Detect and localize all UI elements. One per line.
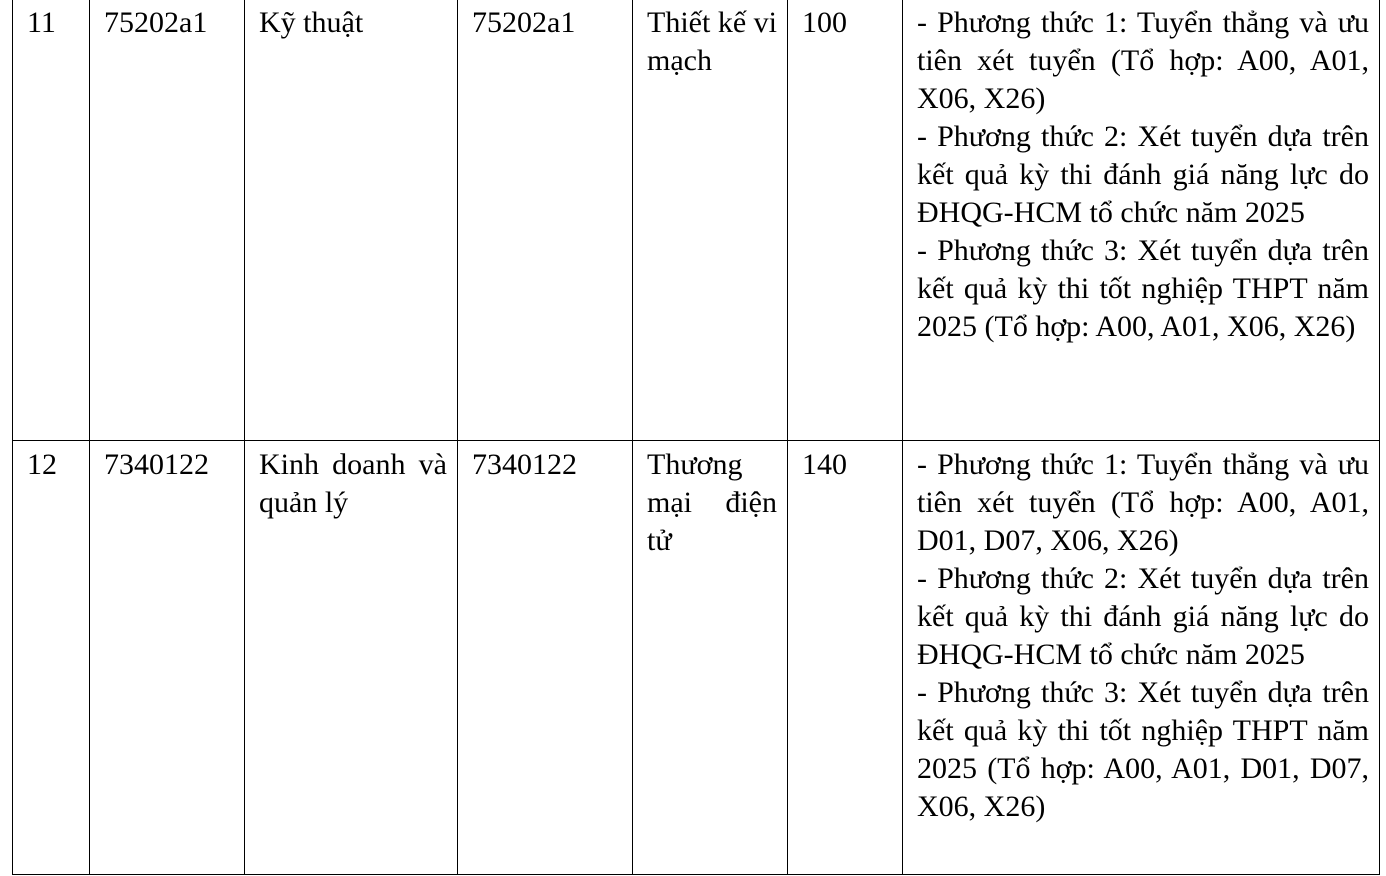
enrollment-quota: 140	[788, 441, 903, 875]
table-row	[13, 0, 1380, 441]
admission-method-3: - Phương thức 3: Xét tuyển dựa trên kết quả kỳ thi tốt nghiệp THPT năm 2025 (Tổ hợp: A00, A01, D01, D07, X06, X26)	[917, 676, 1369, 823]
row-number: 11	[13, 0, 90, 441]
field-code: 75202a1	[90, 0, 245, 441]
row-number: 12	[13, 441, 90, 875]
field-name: Kinh doanh và quản lý	[245, 441, 458, 875]
admissions-table	[12, 0, 1380, 875]
admission-method-2: - Phương thức 2: Xét tuyển dựa trên kết quả kỳ thi đánh giá năng lực do ĐHQG-HCM tổ chức năm 2025	[917, 562, 1369, 671]
major-code: 7340122	[458, 441, 633, 875]
major-name: Thương mại điện tử	[633, 441, 788, 875]
admission-method-1: - Phương thức 1: Tuyển thẳng và ưu tiên xét tuyển (Tổ hợp: A00, A01, X06, X26)	[917, 6, 1369, 115]
field-name: Kỹ thuật	[245, 0, 458, 441]
table-row	[13, 441, 1380, 875]
admission-method-3: - Phương thức 3: Xét tuyển dựa trên kết quả kỳ thi tốt nghiệp THPT năm 2025 (Tổ hợp: A00, A01, X06, X26)	[917, 234, 1369, 343]
enrollment-quota: 100	[788, 0, 903, 441]
admission-method-2: - Phương thức 2: Xét tuyển dựa trên kết quả kỳ thi đánh giá năng lực do ĐHQG-HCM tổ chức năm 2025	[917, 120, 1369, 229]
major-name: Thiết kế vi mạch	[633, 0, 788, 441]
major-code: 75202a1	[458, 0, 633, 441]
field-code: 7340122	[90, 441, 245, 875]
admission-method-1: - Phương thức 1: Tuyển thẳng và ưu tiên xét tuyển (Tổ hợp: A00, A01, D01, D07, X06, X26)	[917, 448, 1369, 557]
admission-methods	[903, 0, 1380, 441]
admission-methods	[903, 441, 1380, 875]
